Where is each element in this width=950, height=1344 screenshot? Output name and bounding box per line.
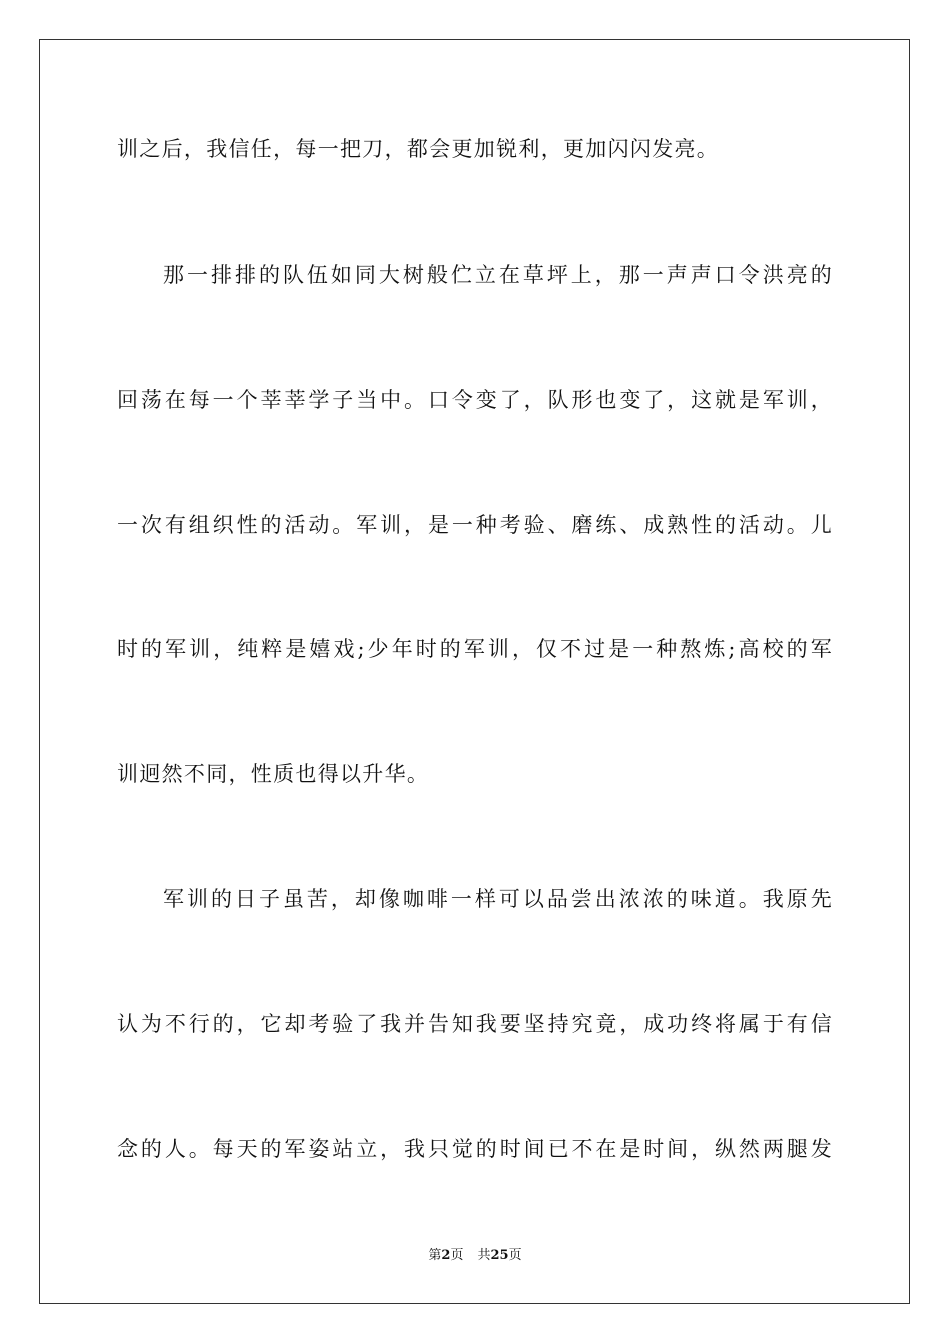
total-prefix: 共: [477, 1248, 491, 1263]
body-line-6: 训迥然不同，性质也得以升华。: [117, 762, 430, 786]
page-suffix: 页: [450, 1248, 464, 1263]
body-line-1: 训之后，我信任，每一把刀，都会更加锐利，更加闪闪发亮。: [117, 137, 720, 161]
body-line-4: 一次有组织性的活动。军训，是一种考验、磨练、成熟性的活动。儿: [117, 513, 833, 537]
body-line-7: 军训的日子虽苦，却像咖啡一样可以品尝出浓浓的味道。我原先: [163, 887, 833, 911]
page-prefix: 第: [428, 1248, 442, 1263]
total-suffix: 页: [508, 1248, 522, 1263]
body-line-3: 回荡在每一个莘莘学子当中。口令变了，队形也变了，这就是军训，: [117, 388, 833, 412]
page-border: [39, 39, 910, 1304]
body-line-9: 念的人。每天的军姿站立，我只觉的时间已不在是时间，纵然两腿发: [117, 1137, 833, 1161]
page-footer: [0, 1247, 950, 1265]
body-line-5: 时的军训，纯粹是嬉戏;少年时的军训，仅不过是一种熬炼;高校的军: [117, 637, 833, 661]
page-current-number: 2: [441, 1248, 451, 1263]
body-line-2: 那一排排的队伍如同大树般伫立在草坪上，那一声声口令洪亮的: [163, 263, 833, 287]
page-total-number: 25: [490, 1248, 509, 1263]
body-line-8: 认为不行的，它却考验了我并告知我要坚持究竟，成功终将属于有信: [117, 1012, 833, 1036]
